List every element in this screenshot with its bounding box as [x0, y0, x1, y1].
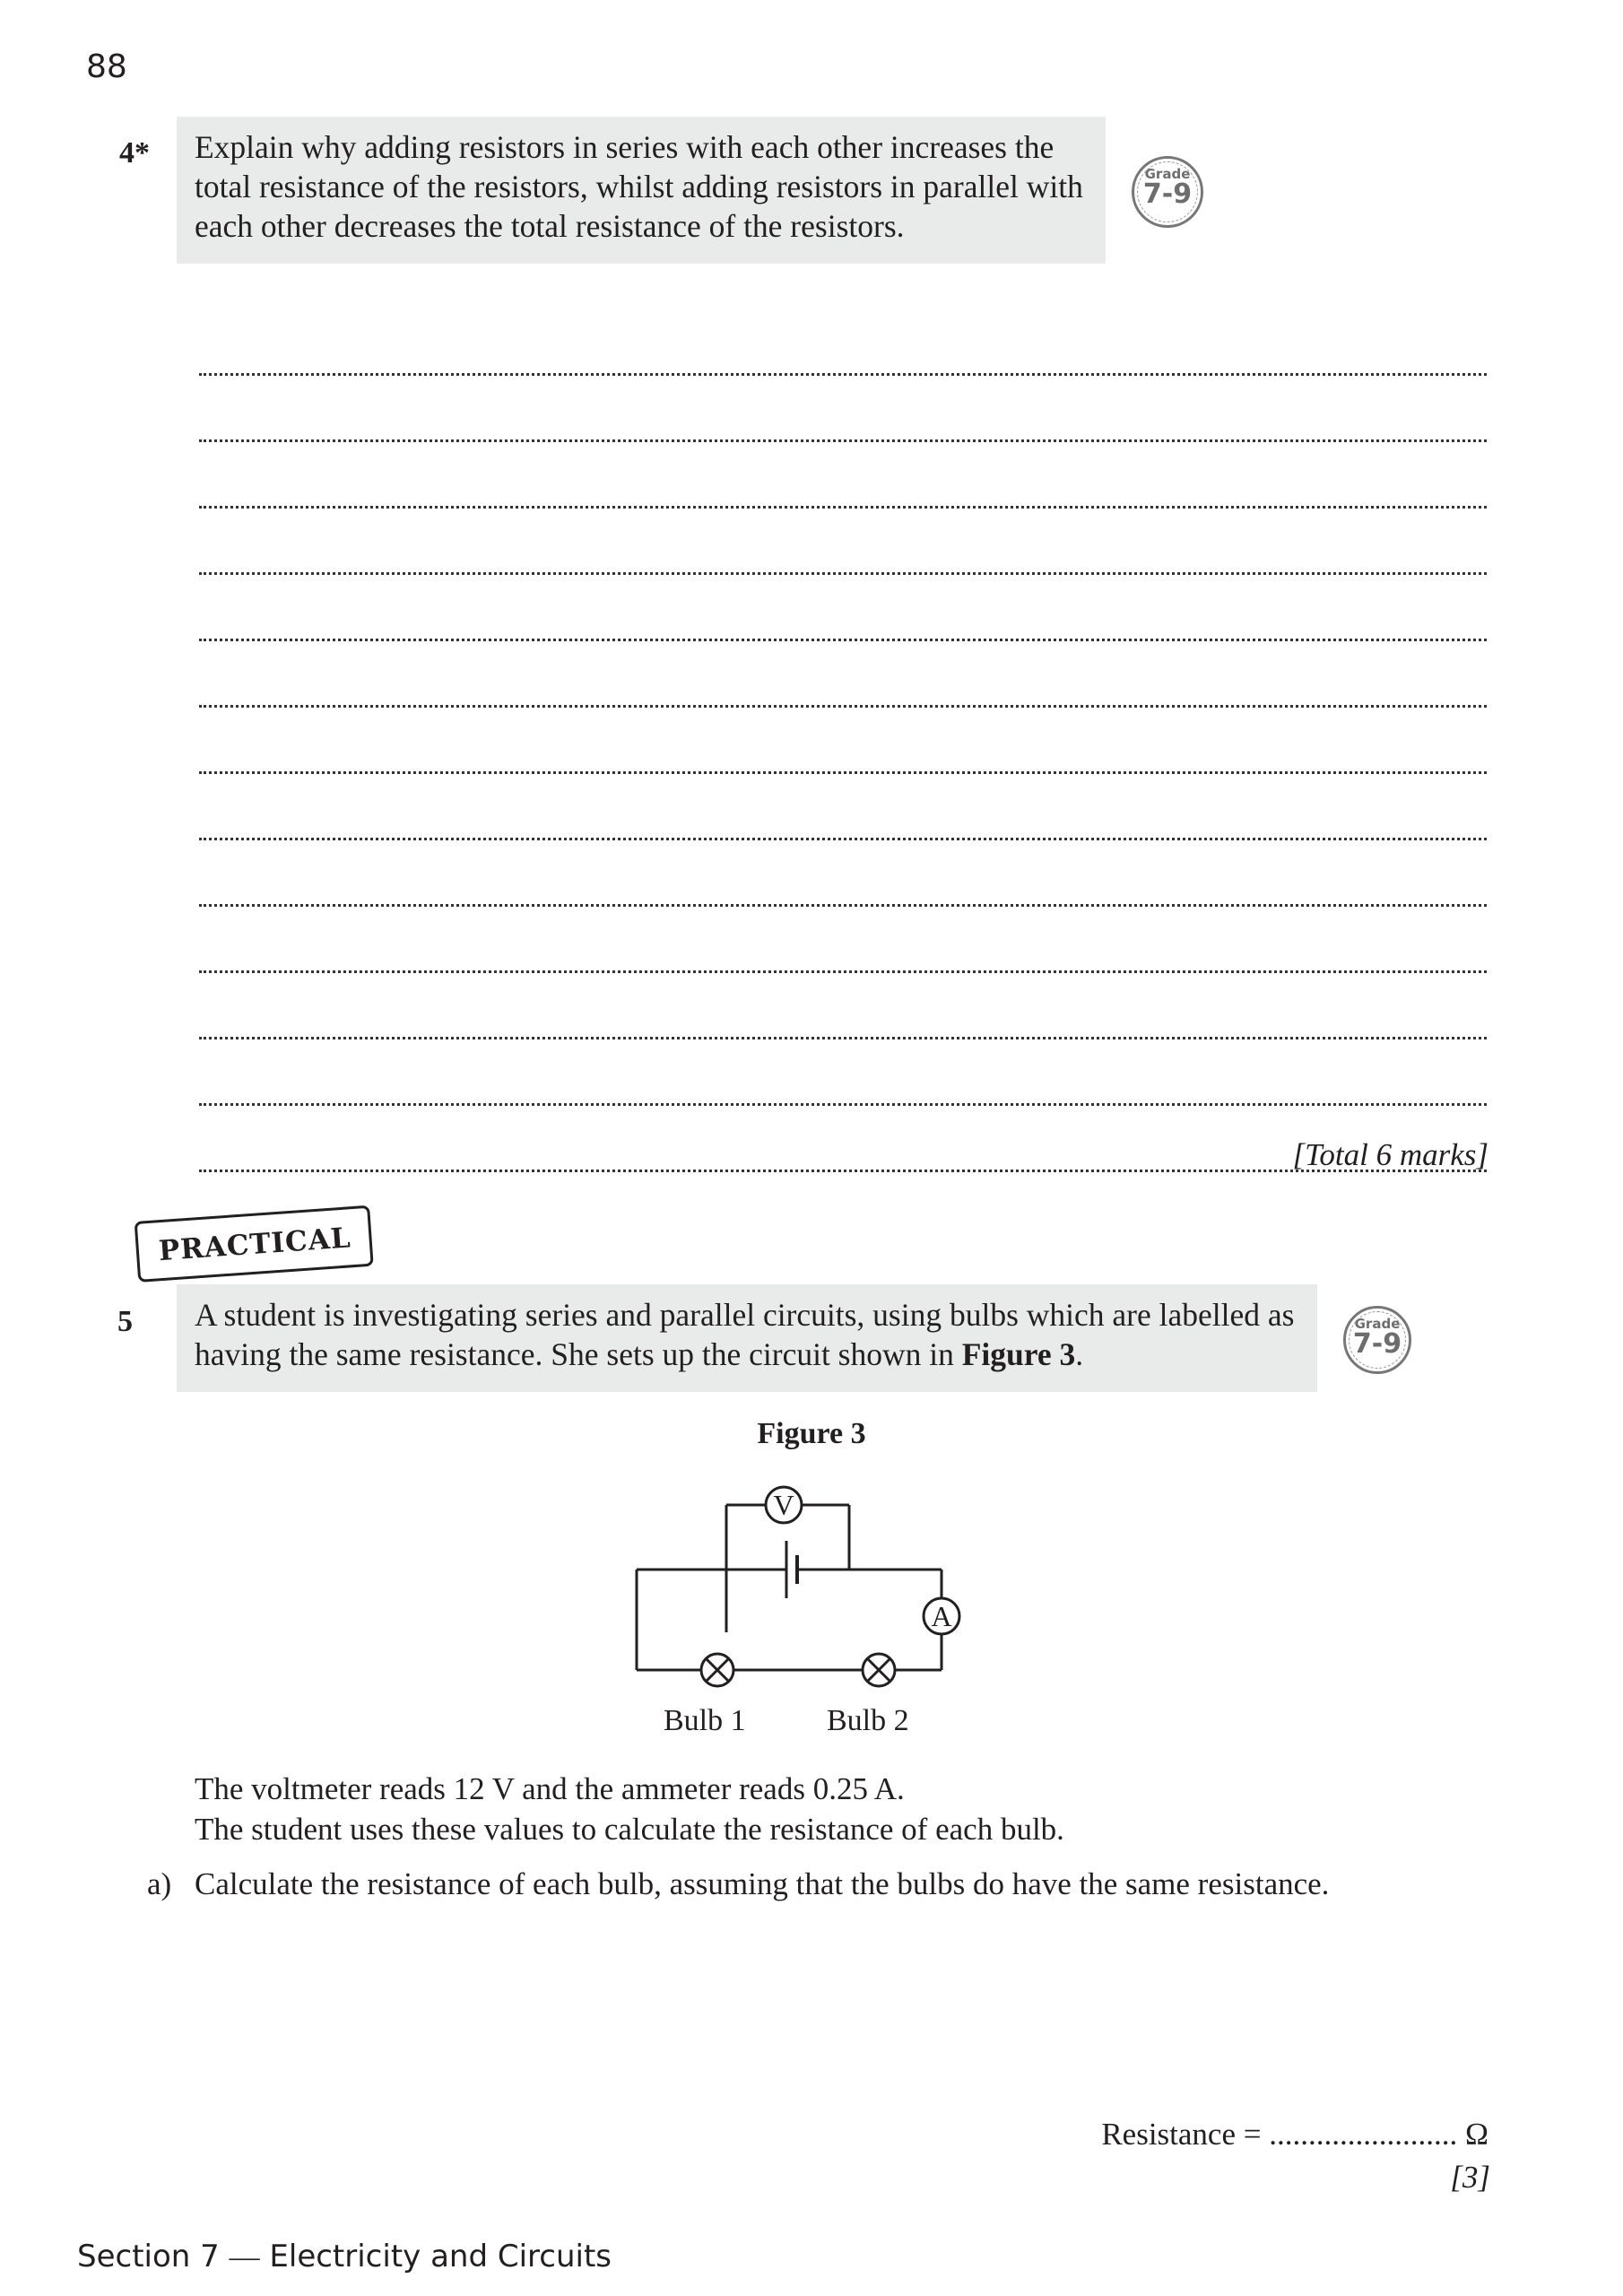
question-4-number: 4* [119, 136, 150, 170]
voltmeter-label: V [773, 1489, 794, 1521]
answer-line[interactable] [199, 641, 1487, 708]
question-5-number: 5 [117, 1305, 133, 1338]
resistance-prefix: Resistance = [1101, 2117, 1270, 2152]
total-marks: [Total 6 marks] [1292, 1137, 1488, 1172]
question-4-text: Explain why adding resistors in series with each other increases the total resistance of the resistors, whilst adding resistors in parallel with each other decreases the total resistance of the resistors. [195, 129, 1083, 244]
grade-badge-label: Grade [1354, 1316, 1401, 1332]
readings-line-1: The voltmeter reads 12 V and the ammeter reads 0.25 A. [195, 1771, 905, 1806]
page-number: 88 [86, 48, 127, 85]
footer-section: Section 7 [77, 2239, 220, 2274]
grade-badge-label: Grade [1144, 166, 1191, 182]
grade-badge-range: 7-9 [1142, 178, 1193, 210]
bulb-2-label: Bulb 2 [827, 1704, 909, 1737]
readings-line-2: The student uses these values to calculate the resistance of each bulb. [195, 1812, 1064, 1847]
question-5-text-end: . [1075, 1336, 1084, 1372]
answer-line[interactable] [199, 774, 1487, 840]
circuit-diagram [619, 1471, 995, 1695]
footer [77, 2239, 612, 2274]
answer-line[interactable] [199, 840, 1487, 907]
figure-title: Figure 3 [757, 1417, 866, 1450]
part-a-label: a) [147, 1866, 172, 1901]
answer-line[interactable] [199, 973, 1487, 1039]
answer-line[interactable] [199, 509, 1487, 575]
answer-line[interactable] [199, 309, 1487, 376]
answer-line[interactable] [199, 907, 1487, 973]
resistance-answer[interactable] [1101, 2117, 1488, 2152]
practical-tag: PRACTICAL [135, 1205, 374, 1283]
answer-line[interactable] [199, 708, 1487, 774]
question-5-figure-ref: Figure 3 [961, 1336, 1076, 1372]
grade-badge-q5 [1343, 1306, 1411, 1374]
part-a-marks: [3] [1450, 2160, 1490, 2195]
resistance-answer-field[interactable]: ........................ [1269, 2117, 1458, 2152]
question-5-prompt [177, 1284, 1317, 1392]
answer-lines[interactable] [199, 309, 1487, 1172]
question-5-text: A student is investigating series and parallel circuits, using bulbs which are labelled as having the same resistance. She sets up the circuit shown in [195, 1297, 1295, 1372]
footer-title: Electricity and Circuits [269, 2239, 612, 2274]
footer-dash: — [229, 2240, 260, 2274]
question-4-prompt [177, 117, 1106, 264]
ammeter-label: A [931, 1600, 952, 1632]
answer-line[interactable] [199, 376, 1487, 442]
ohm-unit: Ω [1464, 2117, 1488, 2152]
answer-line[interactable] [199, 1039, 1487, 1106]
grade-badge-range: 7-9 [1352, 1328, 1402, 1360]
bulb-1-label: Bulb 1 [664, 1704, 746, 1737]
answer-line[interactable] [199, 442, 1487, 509]
grade-badge-q4 [1132, 156, 1203, 228]
answer-line[interactable] [199, 575, 1487, 641]
part-a-text: Calculate the resistance of each bulb, assuming that the bulbs do have the same resistance. [195, 1866, 1330, 1901]
